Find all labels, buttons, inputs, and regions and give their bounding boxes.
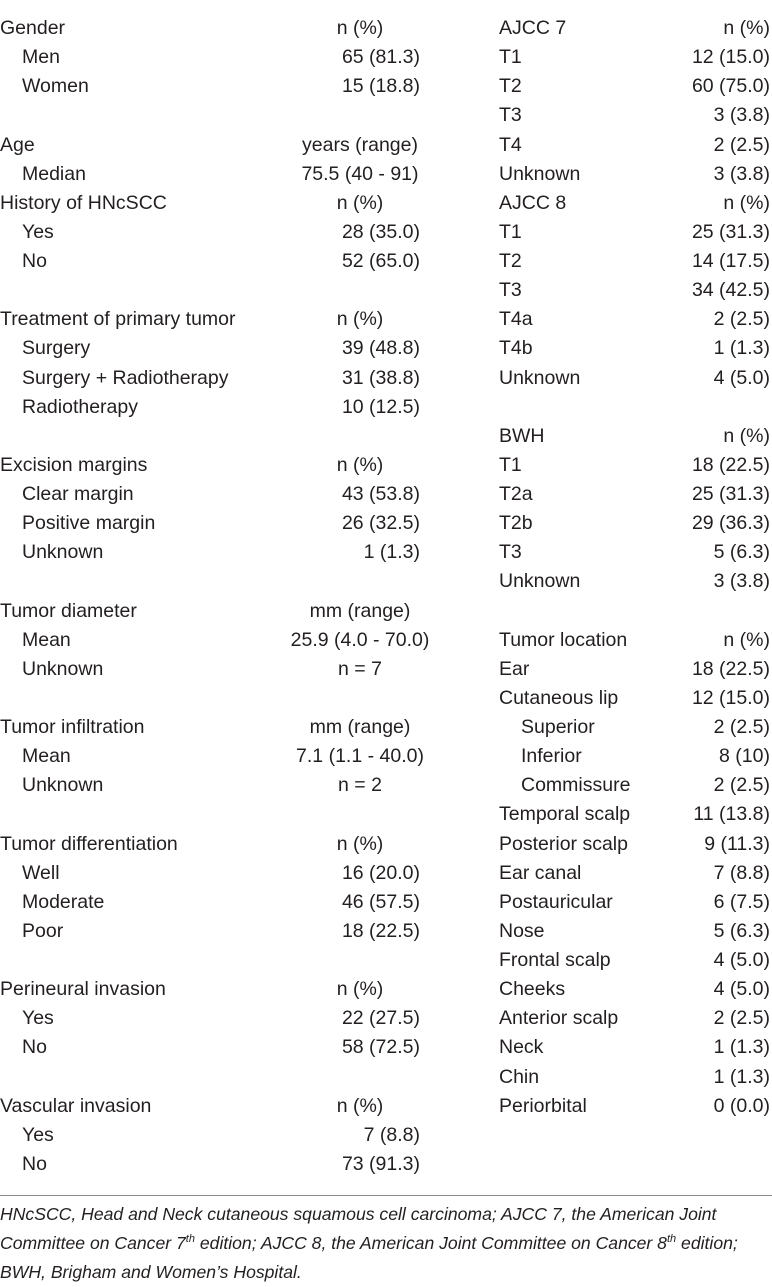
- table-row: [499, 742, 772, 771]
- row-value: 65 (81.3): [341, 46, 420, 69]
- table-spacer: [0, 800, 470, 829]
- row-value: 6 (7.5): [713, 890, 770, 913]
- row-value: 7 (8.8): [713, 861, 770, 884]
- table-row: [499, 1033, 772, 1062]
- table-row: [0, 917, 470, 946]
- row-value: n (%): [336, 17, 384, 39]
- row-value: n (%): [336, 978, 384, 1001]
- row-value: 46 (57.5): [341, 890, 420, 913]
- row-value: mm (range): [309, 599, 411, 622]
- row-sublabel: Unknown: [22, 774, 104, 797]
- table-row: [0, 305, 470, 334]
- row-label: Gender: [0, 17, 66, 39]
- row-value: n (%): [723, 17, 770, 39]
- table-row: [0, 1150, 470, 1179]
- table-row: [499, 626, 772, 655]
- row-value: 28 (35.0): [341, 220, 420, 243]
- row-sublabel: Radiotherapy: [22, 395, 138, 418]
- row-label: Posterior scalp: [499, 832, 628, 855]
- row-value: 0 (0.0): [713, 1094, 770, 1117]
- row-label: Ear: [499, 657, 530, 680]
- table-spacer: [0, 101, 470, 130]
- table-right-column: [499, 14, 772, 1121]
- row-label: T3: [499, 541, 522, 564]
- row-value: 12 (15.0): [691, 686, 770, 709]
- row-value: n = 2: [338, 774, 382, 797]
- row-value: 4 (5.0): [713, 978, 770, 1001]
- table-row: [499, 567, 772, 596]
- row-value: 2 (2.5): [713, 716, 770, 738]
- table-row: [0, 43, 470, 72]
- table-row: [499, 72, 772, 101]
- row-value: 3 (3.8): [713, 570, 770, 593]
- table-left-column: [0, 14, 470, 1179]
- row-value: 1 (1.3): [713, 1065, 770, 1088]
- row-value: 1 (1.3): [363, 541, 420, 564]
- row-sublabel: Commissure: [521, 774, 631, 797]
- table-row: [499, 800, 772, 829]
- row-value: 34 (42.5): [691, 279, 770, 302]
- table-row: [0, 160, 470, 189]
- row-label: T1: [499, 453, 522, 476]
- footnote-text-1: HNcSCC, Head and Neck cutaneous squamous cell carcinoma; AJCC 7, the American Joint Committee on Cancer 7: [0, 1204, 717, 1253]
- table-row: [499, 713, 772, 742]
- row-value: 2 (2.5): [713, 774, 770, 797]
- table-row: [499, 830, 772, 859]
- table-row: [0, 451, 470, 480]
- table-row: [499, 888, 772, 917]
- table-row: [0, 888, 470, 917]
- row-sublabel: Median: [22, 162, 86, 185]
- row-value: 11 (13.8): [693, 803, 770, 826]
- table-row: [499, 771, 772, 800]
- row-sublabel: Moderate: [22, 890, 105, 913]
- row-label: Unknown: [499, 366, 581, 389]
- table-row: [0, 393, 470, 422]
- table-row: [499, 975, 772, 1004]
- row-sublabel: Mean: [22, 628, 71, 651]
- row-value: 26 (32.5): [341, 512, 420, 535]
- row-sublabel: No: [22, 1036, 47, 1059]
- row-label: Cheeks: [499, 978, 566, 1001]
- row-value: 7 (8.8): [363, 1123, 420, 1146]
- table-row: [499, 43, 772, 72]
- table-row: [0, 1033, 470, 1062]
- table-row: [499, 131, 772, 160]
- table-row: [499, 917, 772, 946]
- table-row: [0, 364, 470, 393]
- row-value: 4 (5.0): [713, 949, 770, 971]
- table-row: [0, 597, 470, 626]
- table-row: [0, 14, 470, 43]
- table-row: [0, 538, 470, 567]
- table-row: [0, 975, 470, 1004]
- table-spacer: [0, 422, 470, 451]
- table-row: [499, 364, 772, 393]
- row-value: 3 (3.8): [713, 162, 770, 185]
- row-value: 25 (31.3): [691, 483, 770, 505]
- row-sublabel: Clear margin: [22, 483, 134, 505]
- table-row: [0, 218, 470, 247]
- table-row: [499, 422, 772, 451]
- row-sublabel: Surgery: [22, 337, 91, 360]
- row-label: T2a: [499, 483, 533, 505]
- table-row: [499, 334, 772, 363]
- row-value: 73 (91.3): [341, 1152, 420, 1175]
- row-sublabel: Positive margin: [22, 512, 156, 535]
- footnote-text-3: edition; BWH, Brigham and Women’s Hospital.: [0, 1233, 738, 1282]
- row-label: Temporal scalp: [499, 803, 631, 826]
- row-label: Unknown: [499, 162, 581, 185]
- table-row: [0, 742, 470, 771]
- row-value: n (%): [336, 1094, 384, 1117]
- row-sublabel: No: [22, 250, 47, 272]
- table-row: [499, 14, 772, 43]
- row-label: Tumor diameter: [0, 599, 137, 622]
- row-label: Unknown: [499, 570, 581, 593]
- row-sublabel: Unknown: [22, 657, 104, 680]
- footnote-sup-1: th: [185, 1233, 195, 1246]
- row-label: T4: [499, 133, 522, 156]
- table-row: [0, 1092, 470, 1121]
- row-label: Cutaneous lip: [499, 686, 619, 709]
- table-spacer: [0, 946, 470, 975]
- row-value: 2 (2.5): [713, 1007, 770, 1030]
- row-value: 18 (22.5): [341, 919, 420, 942]
- row-value: years (range): [302, 133, 418, 156]
- row-label: Periorbital: [499, 1094, 587, 1117]
- table-row: [499, 247, 772, 276]
- row-value: 29 (36.3): [691, 512, 770, 535]
- footnote-text-2: edition; AJCC 8, the American Joint Committee on Cancer 8: [194, 1233, 667, 1253]
- table-row: [0, 859, 470, 888]
- row-value: 75.5 (40 - 91): [301, 162, 419, 185]
- table-spacer: [0, 684, 470, 713]
- row-value: 7.1 (1.1 - 40.0): [296, 745, 424, 768]
- row-label: Perineural invasion: [0, 978, 166, 1001]
- row-value: 18 (22.5): [691, 453, 770, 476]
- row-value: mm (range): [309, 716, 411, 738]
- row-sublabel: Unknown: [22, 541, 104, 564]
- table-row: [0, 72, 470, 101]
- row-label: Frontal scalp: [499, 949, 611, 971]
- row-label: T1: [499, 46, 522, 69]
- row-label: Tumor differentiation: [0, 832, 178, 855]
- table-row: [499, 684, 772, 713]
- table-row: [0, 626, 470, 655]
- table-row: [0, 247, 470, 276]
- row-sublabel: No: [22, 1152, 47, 1175]
- row-label: T4a: [499, 308, 533, 331]
- row-value: 60 (75.0): [691, 75, 770, 98]
- table-row: [499, 189, 772, 218]
- row-value: 10 (12.5): [341, 395, 420, 418]
- table-row: [0, 131, 470, 160]
- row-label: T3: [499, 279, 522, 302]
- row-label: T2: [499, 75, 522, 98]
- row-label: T4b: [499, 337, 533, 360]
- row-value: n (%): [723, 424, 770, 447]
- row-label: AJCC 7: [499, 17, 567, 39]
- row-label: Postauricular: [499, 890, 613, 913]
- row-value: 1 (1.3): [713, 1036, 770, 1059]
- row-label: Chin: [499, 1065, 540, 1088]
- row-value: 18 (22.5): [691, 657, 770, 680]
- row-value: n (%): [336, 308, 384, 331]
- row-label: Ear canal: [499, 861, 582, 884]
- row-value: 12 (15.0): [691, 46, 770, 69]
- row-value: 16 (20.0): [341, 861, 420, 884]
- footnote-sup-2: th: [666, 1233, 677, 1246]
- table-row: [0, 189, 470, 218]
- row-sublabel: Well: [22, 861, 60, 884]
- table-row: [499, 451, 772, 480]
- row-value: 8 (10): [719, 745, 770, 768]
- row-value: 39 (48.8): [341, 337, 420, 360]
- row-label: T2b: [499, 512, 533, 535]
- table-row: [0, 771, 470, 800]
- table-row: [499, 859, 772, 888]
- row-label: History of HNcSCC: [0, 191, 167, 214]
- table-row: [499, 101, 772, 130]
- row-value: 4 (5.0): [713, 366, 770, 389]
- row-value: 14 (17.5): [691, 250, 770, 272]
- row-value: 1 (1.3): [713, 337, 770, 360]
- row-label: Vascular invasion: [0, 1094, 152, 1117]
- row-sublabel: Inferior: [521, 745, 582, 768]
- row-value: 25 (31.3): [691, 220, 770, 243]
- row-value: 58 (72.5): [341, 1036, 420, 1059]
- table-row: [499, 480, 772, 509]
- row-label: BWH: [499, 424, 545, 447]
- table-row: [499, 276, 772, 305]
- table-row: [499, 160, 772, 189]
- row-sublabel: Men: [22, 46, 60, 69]
- row-value: 5 (6.3): [713, 541, 770, 564]
- row-label: Neck: [499, 1036, 544, 1059]
- row-value: n (%): [723, 628, 770, 651]
- table-row: [499, 1063, 772, 1092]
- row-sublabel: Women: [22, 75, 89, 98]
- row-sublabel: Surgery + Radiotherapy: [22, 366, 229, 389]
- row-value: n (%): [336, 191, 384, 214]
- row-sublabel: Yes: [22, 220, 54, 243]
- row-sublabel: Mean: [22, 745, 71, 768]
- row-sublabel: Yes: [22, 1007, 54, 1030]
- row-value: 52 (65.0): [341, 250, 420, 272]
- table-spacer: [499, 393, 772, 422]
- table-row: [0, 830, 470, 859]
- row-sublabel: Yes: [22, 1123, 54, 1146]
- row-value: n = 7: [338, 657, 382, 680]
- table-row: [499, 218, 772, 247]
- row-value: 3 (3.8): [713, 104, 770, 127]
- table-row: [499, 655, 772, 684]
- table-spacer: [0, 276, 470, 305]
- table-row: [499, 1004, 772, 1033]
- table-spacer: [499, 597, 772, 626]
- row-value: 43 (53.8): [341, 483, 420, 505]
- table-spacer: [0, 1063, 470, 1092]
- row-label: AJCC 8: [499, 191, 567, 214]
- row-value: 9 (11.3): [704, 832, 770, 855]
- row-label: Excision margins: [0, 453, 148, 476]
- table-row: [499, 538, 772, 567]
- table-row: [499, 305, 772, 334]
- table-row: [499, 509, 772, 538]
- row-value: 25.9 (4.0 - 70.0): [290, 628, 430, 651]
- row-label: T1: [499, 220, 522, 243]
- table-row: [0, 480, 470, 509]
- table-row: [499, 946, 772, 975]
- row-value: 22 (27.5): [341, 1007, 420, 1030]
- table-row: [0, 334, 470, 363]
- row-label: Tumor location: [499, 628, 628, 651]
- row-value: n (%): [336, 832, 384, 855]
- row-label: Tumor infiltration: [0, 716, 145, 738]
- table-row: [0, 1121, 470, 1150]
- row-value: n (%): [723, 191, 770, 214]
- row-value: 15 (18.8): [341, 75, 420, 98]
- row-label: T2: [499, 250, 522, 272]
- row-value: n (%): [336, 453, 384, 476]
- row-sublabel: Superior: [521, 716, 595, 738]
- table-row: [0, 655, 470, 684]
- table-footnote: [0, 1200, 772, 1287]
- row-label: Nose: [499, 919, 545, 942]
- row-sublabel: Poor: [22, 919, 64, 942]
- row-value: 2 (2.5): [713, 133, 770, 156]
- row-value: 2 (2.5): [713, 308, 770, 331]
- row-value: 5 (6.3): [713, 919, 770, 942]
- row-value: 31 (38.8): [341, 366, 420, 389]
- table-row: [499, 1092, 772, 1121]
- row-label: T3: [499, 104, 522, 127]
- table-row: [0, 509, 470, 538]
- row-label: Age: [0, 133, 35, 156]
- table-spacer: [0, 567, 470, 596]
- row-label: Treatment of primary tumor: [0, 308, 236, 331]
- table-bottom-rule: [0, 1195, 772, 1196]
- table-row: [0, 713, 470, 742]
- table-row: [0, 1004, 470, 1033]
- row-label: Anterior scalp: [499, 1007, 619, 1030]
